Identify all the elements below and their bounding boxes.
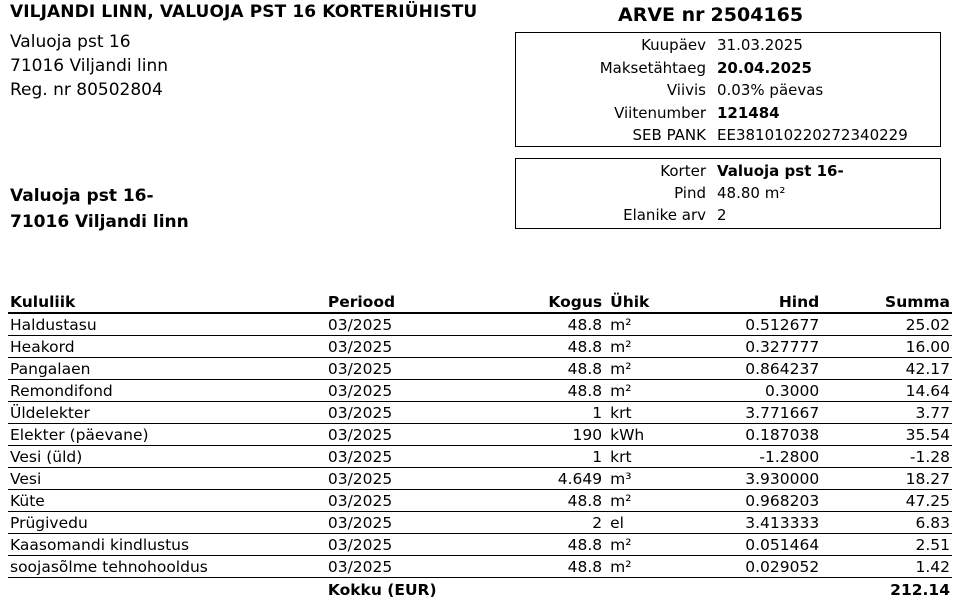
table-row	[8, 336, 952, 358]
cell-name: Kaasomandi kindlustus	[8, 534, 326, 556]
payment_box-label: Maksetähtaeg	[599, 58, 706, 77]
cell-unit: m²	[604, 336, 682, 358]
invoice-items-table	[8, 292, 952, 602]
cell-sum: 3.77	[821, 402, 952, 424]
table-row	[8, 424, 952, 446]
table-row	[8, 534, 952, 556]
cell-price: -1.2800	[682, 446, 821, 468]
payment_box-value: 121484	[717, 103, 780, 122]
cell-qty: 48.8	[516, 534, 604, 556]
cell-name: Elekter (päevane)	[8, 424, 326, 446]
recipient-street: Valuoja pst 16-	[10, 186, 154, 206]
cell-sum: -1.28	[821, 446, 952, 468]
cell-sum: 47.25	[821, 490, 952, 512]
cell-qty: 48.8	[516, 380, 604, 402]
cell-name: Vesi (üld)	[8, 446, 326, 468]
table-row	[8, 446, 952, 468]
cell-unit: el	[604, 512, 682, 534]
total-label: Kokku (EUR)	[327, 581, 437, 599]
cell-qty: 48.8	[516, 313, 604, 336]
table-row	[8, 556, 952, 578]
cell-sum: 42.17	[821, 358, 952, 380]
header-uhik: Ühik	[604, 292, 682, 313]
cell-sum: 1.42	[821, 556, 952, 578]
cell-unit: m²	[604, 358, 682, 380]
payment_box-label: Viitenumber	[614, 103, 706, 122]
cell-unit: krt	[604, 402, 682, 424]
apartment_box-label: Elanike arv	[623, 206, 706, 224]
table-row	[8, 380, 952, 402]
payment_box-value: 20.04.2025	[717, 58, 812, 77]
cell-qty: 48.8	[516, 336, 604, 358]
cell-price: 0.3000	[682, 380, 821, 402]
table-row	[8, 402, 952, 424]
cell-unit: m²	[604, 380, 682, 402]
invoice-title-label: ARVE nr	[618, 4, 705, 26]
cell-name: Pangalaen	[8, 358, 326, 380]
total-row	[8, 578, 952, 603]
cell-period: 03/2025	[326, 490, 516, 512]
header-kululiik: Kululiik	[8, 292, 326, 313]
payment_box-value: 31.03.2025	[717, 36, 803, 54]
cell-name: Heakord	[8, 336, 326, 358]
seller-street: Valuoja pst 16	[10, 32, 131, 52]
seller-city: 71016 Viljandi linn	[10, 56, 169, 76]
cell-unit: m²	[604, 313, 682, 336]
cell-qty: 48.8	[516, 358, 604, 380]
cell-price: 0.968203	[682, 490, 821, 512]
seller-name: VILJANDI LINN, VALUOJA PST 16 KORTERIÜHISTU	[10, 2, 478, 22]
header-kogus: Kogus	[516, 292, 604, 313]
payment_box-label: SEB PANK	[632, 126, 706, 144]
cell-unit: m²	[604, 490, 682, 512]
recipient-city: 71016 Viljandi linn	[10, 212, 189, 232]
table-row	[8, 490, 952, 512]
cell-price: 0.187038	[682, 424, 821, 446]
table-row	[8, 313, 952, 336]
cell-name: Üldelekter	[8, 402, 326, 424]
payment_box-value: 0.03% päevas	[717, 81, 824, 99]
cell-sum: 14.64	[821, 380, 952, 402]
cell-period: 03/2025	[326, 468, 516, 490]
apartment_box-value: 2	[717, 206, 727, 224]
cell-sum: 6.83	[821, 512, 952, 534]
cell-qty: 1	[516, 446, 604, 468]
cell-qty: 48.8	[516, 490, 604, 512]
cell-period: 03/2025	[326, 556, 516, 578]
cell-period: 03/2025	[326, 512, 516, 534]
cell-name: Küte	[8, 490, 326, 512]
cell-qty: 190	[516, 424, 604, 446]
cell-sum: 18.27	[821, 468, 952, 490]
cell-price: 0.327777	[682, 336, 821, 358]
cell-name: Remondifond	[8, 380, 326, 402]
apartment_box-value: 48.80 m²	[717, 184, 786, 202]
header-summa: Summa	[821, 292, 952, 313]
invoice-title	[618, 4, 809, 26]
cell-period: 03/2025	[326, 402, 516, 424]
cell-price: 3.413333	[682, 512, 821, 534]
payment_box-label: Viivis	[666, 81, 706, 99]
cell-qty: 2	[516, 512, 604, 534]
cell-name: soojasõlme tehnohooldus	[8, 556, 326, 578]
total-value: 212.14	[890, 581, 950, 599]
cell-name: Prügivedu	[8, 512, 326, 534]
cell-period: 03/2025	[326, 313, 516, 336]
payment_box-label: Kuupäev	[641, 36, 706, 54]
table-row	[8, 468, 952, 490]
cell-qty: 4.649	[516, 468, 604, 490]
cell-qty: 48.8	[516, 556, 604, 578]
cell-unit: krt	[604, 446, 682, 468]
cell-price: 3.771667	[682, 402, 821, 424]
cell-period: 03/2025	[326, 336, 516, 358]
apartment_box-label: Korter	[660, 162, 706, 180]
cell-period: 03/2025	[326, 424, 516, 446]
header-periood: Periood	[326, 292, 516, 313]
table-row	[8, 358, 952, 380]
header-hind: Hind	[682, 292, 821, 313]
cell-period: 03/2025	[326, 380, 516, 402]
table-row	[8, 512, 952, 534]
apartment_box-label: Pind	[674, 184, 706, 202]
cell-unit: kWh	[604, 424, 682, 446]
cell-unit: m²	[604, 556, 682, 578]
cell-sum: 2.51	[821, 534, 952, 556]
cell-period: 03/2025	[326, 358, 516, 380]
cell-price: 0.512677	[682, 313, 821, 336]
cell-qty: 1	[516, 402, 604, 424]
seller-reg-number: Reg. nr 80502804	[10, 80, 163, 100]
payment_box-value: EE381010220272340229	[717, 126, 908, 144]
apartment_box-value: Valuoja pst 16-	[717, 162, 844, 180]
cell-period: 03/2025	[326, 534, 516, 556]
cell-price: 0.864237	[682, 358, 821, 380]
cell-unit: m²	[604, 534, 682, 556]
cell-sum: 16.00	[821, 336, 952, 358]
cell-unit: m³	[604, 468, 682, 490]
cell-sum: 25.02	[821, 313, 952, 336]
cell-price: 3.930000	[682, 468, 821, 490]
invoice-number: 2504165	[710, 4, 804, 26]
table-header-row	[8, 292, 952, 313]
cell-period: 03/2025	[326, 446, 516, 468]
cell-price: 0.029052	[682, 556, 821, 578]
cell-name: Vesi	[8, 468, 326, 490]
cell-price: 0.051464	[682, 534, 821, 556]
cell-name: Haldustasu	[8, 313, 326, 336]
cell-sum: 35.54	[821, 424, 952, 446]
